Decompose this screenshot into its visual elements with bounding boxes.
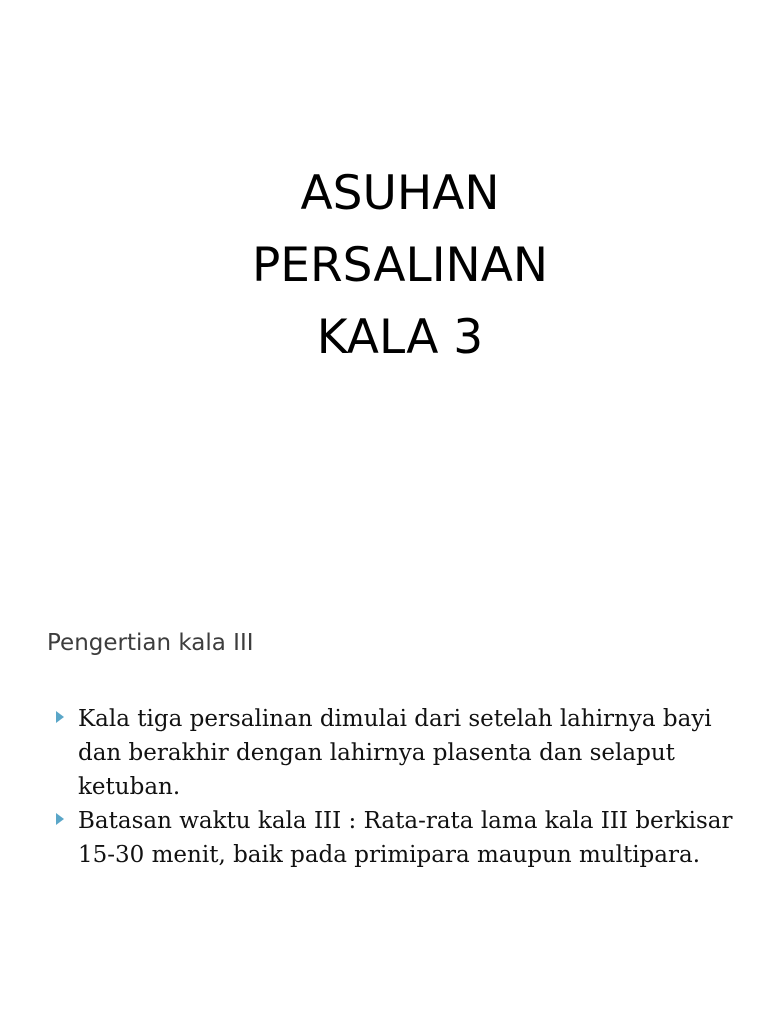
bullet-list [56,702,736,872]
page-title [0,158,768,374]
list-item [56,702,736,804]
triangle-bullet-icon [56,711,64,723]
bullet-text: Batasan waktu kala III : Rata-rata lama kala III berkisar 15-30 menit, baik pada primipara maupun multipara. [78,808,733,868]
list-item [56,804,736,872]
title-line-1: ASUHAN [300,166,500,221]
title-line-3: KALA 3 [316,310,484,365]
bullet-text: Kala tiga persalinan dimulai dari setelah lahirnya bayi dan berakhir dengan lahirnya plasenta dan selaput ketuban. [78,706,712,800]
triangle-bullet-icon [56,813,64,825]
title-line-2: PERSALINAN [251,238,549,293]
section-heading: Pengertian kala III [47,630,254,656]
